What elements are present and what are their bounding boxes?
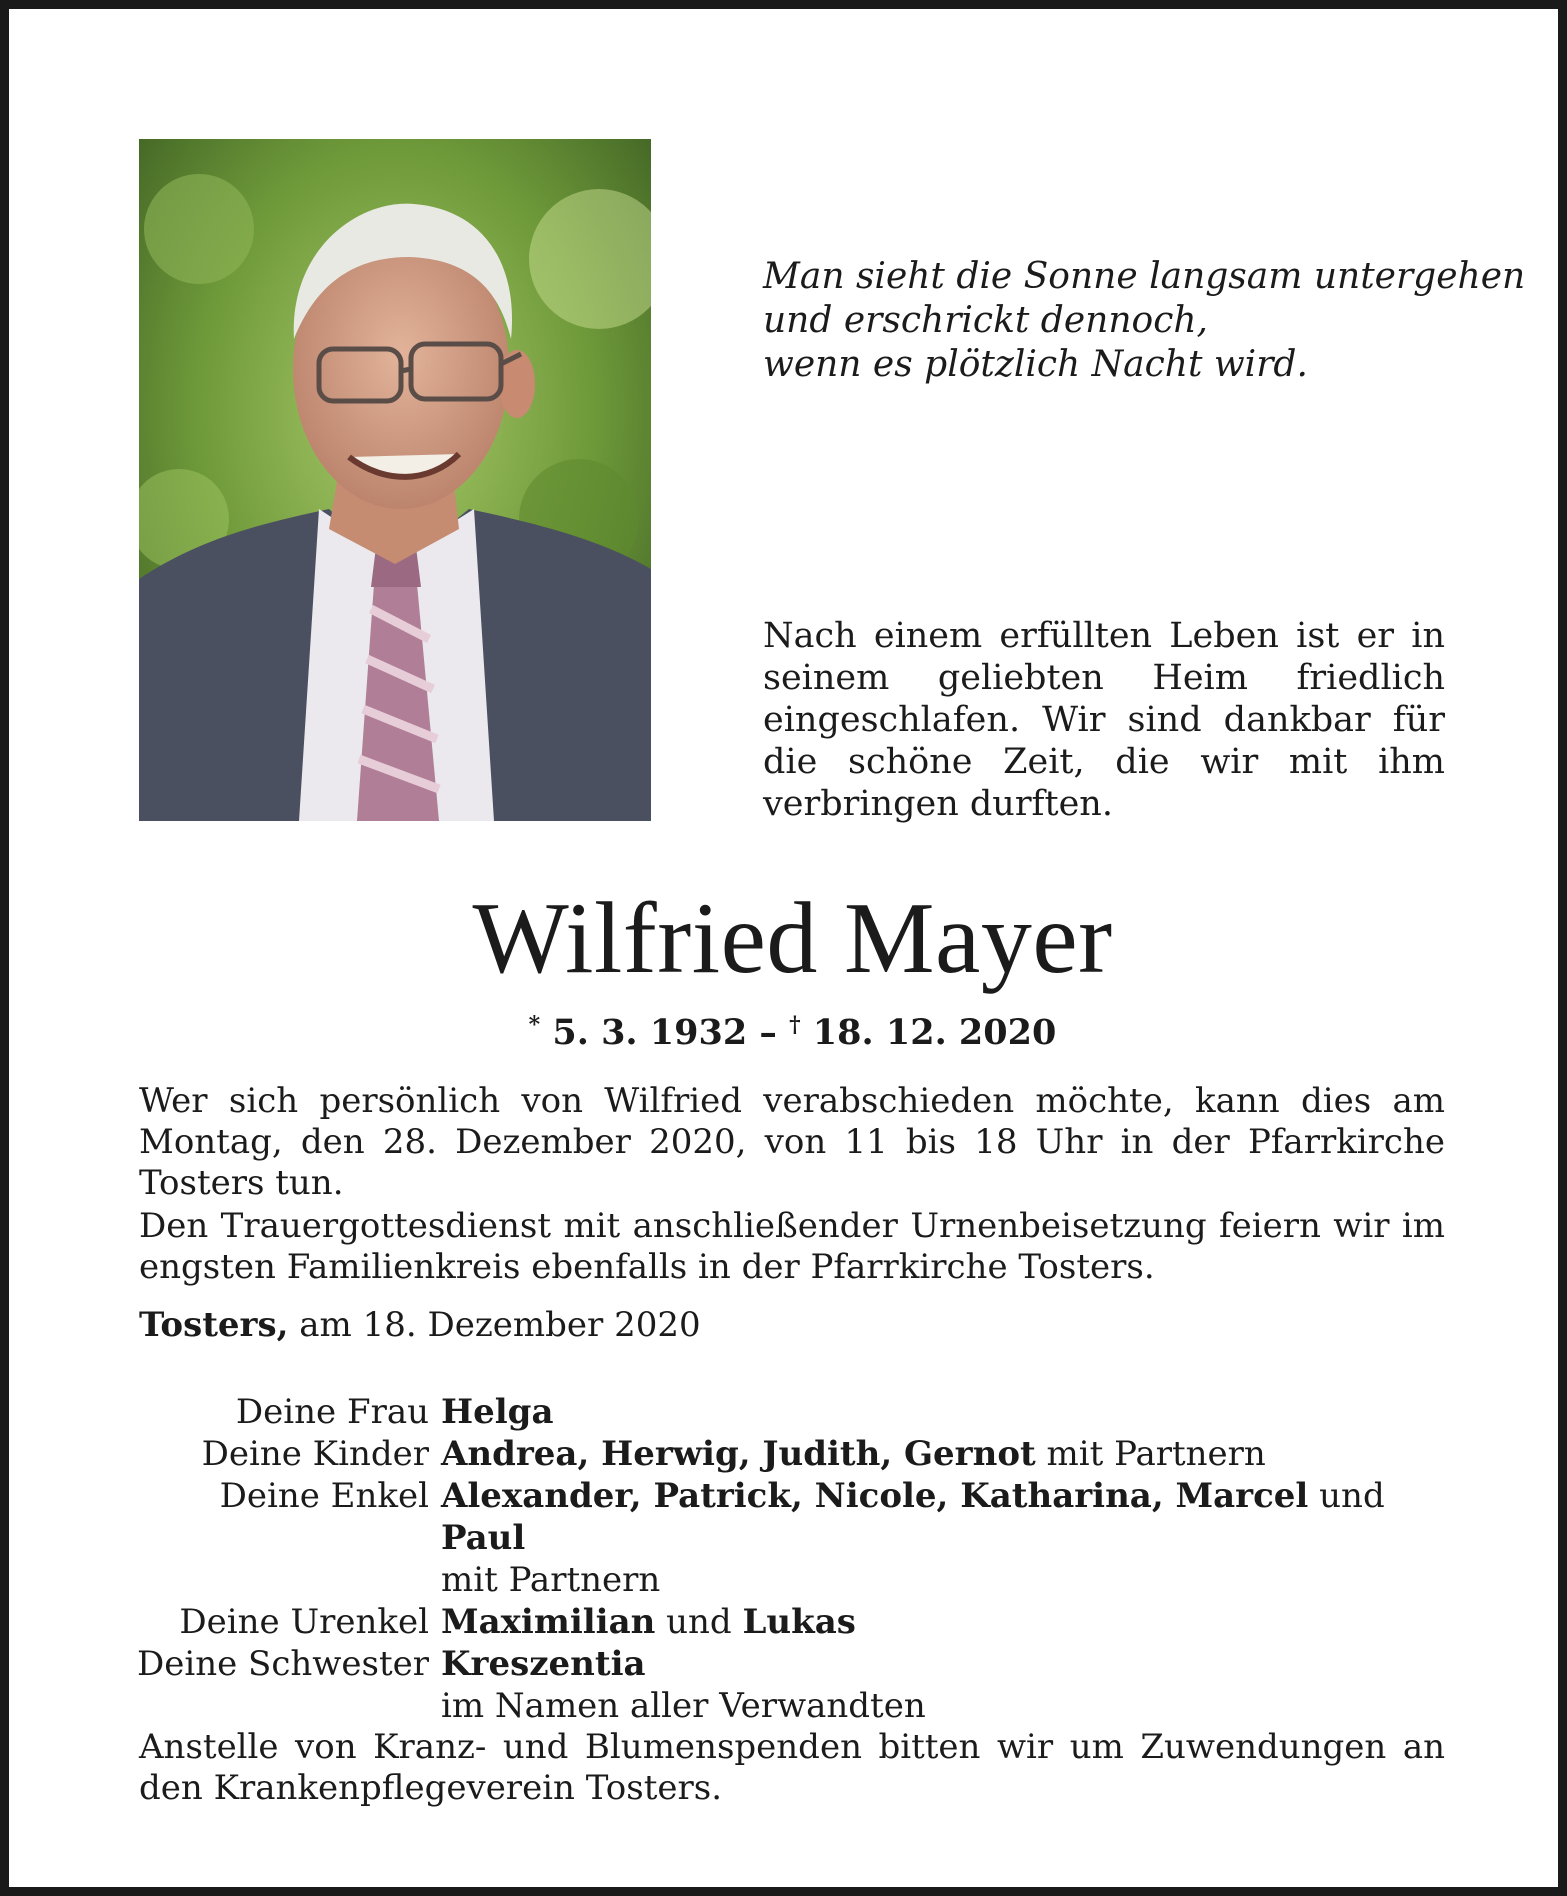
intro-paragraph: Nach einem erfüllten Leben ist er in seinem geliebten Heim friedlich eingeschlafen. Wir sind dankbar für die schöne Zeit, die wir mit ihm verbringen durften. [763, 616, 1445, 824]
family-name: Helga [441, 1392, 554, 1432]
announcement [139, 1081, 1445, 1288]
memorial-quote [763, 255, 1526, 387]
family-label: Deine Frau [235, 1392, 429, 1432]
family-name: Maximilian [441, 1602, 656, 1642]
family-suffix: mit Partnern [441, 1560, 661, 1600]
family-name: Kreszentia [441, 1644, 646, 1684]
family-name: Paul [441, 1518, 526, 1558]
portrait-illustration [139, 139, 651, 821]
deceased-name: Wilfried Mayer [472, 882, 1113, 995]
family-suffix: mit Partnern [1046, 1434, 1266, 1474]
portrait-photo [139, 139, 651, 821]
family-label: Deine Urenkel [179, 1602, 429, 1642]
donation-request: Anstelle von Kranz- und Blumenspenden bitten wir um Zuwendungen an den Krankenpflegeverein Tosters. [139, 1727, 1445, 1808]
service-paragraph: Den Trauergottesdienst mit anschließender Urnenbeisetzung feiern wir im engsten Familienkreis ebenfalls in der Pfarrkirche Tosters. [139, 1206, 1445, 1287]
family-name: Alexander, Patrick, Nicole, Katharina, Marcel [441, 1476, 1309, 1516]
birth-symbol: * [528, 1012, 541, 1038]
family-value [441, 1433, 1449, 1475]
family-label: Deine Kinder [201, 1434, 429, 1474]
family-row-wife [109, 1391, 1449, 1433]
family-conjunction: und [666, 1602, 732, 1642]
farewell-paragraph: Wer sich persönlich von Wilfried verabschieden möchte, kann dies am Montag, den 28. Dezember 2020, von 11 bis 18 Uhr in der Pfarrkirche Tosters tun. [139, 1081, 1445, 1203]
family-value [441, 1391, 1449, 1433]
date: am 18. Dezember 2020 [299, 1305, 701, 1345]
birth-date: 5. 3. 1932 [552, 1012, 748, 1053]
family-value [441, 1601, 1449, 1643]
death-date: 18. 12. 2020 [812, 1012, 1057, 1053]
quote-line: Man sieht die Sonne langsam untergehen [763, 256, 1526, 297]
family-label: Deine Enkel [219, 1476, 429, 1516]
family-row-great-grandchildren [109, 1601, 1449, 1643]
family-list [109, 1391, 1449, 1727]
family-row-children [109, 1433, 1449, 1475]
family-row-grandchildren [109, 1475, 1449, 1601]
life-dates [9, 1003, 1567, 1055]
date-separator: – [759, 1012, 777, 1053]
quote-line: wenn es plötzlich Nacht wird. [763, 344, 1308, 385]
family-value [441, 1643, 1449, 1727]
relatives-line: im Namen aller Verwandten [441, 1686, 926, 1726]
family-row-sister [109, 1643, 1449, 1727]
family-value [441, 1475, 1449, 1601]
family-name: Andrea, Herwig, Judith, Gernot [441, 1434, 1036, 1474]
death-symbol: † [789, 1012, 801, 1038]
family-label: Deine Schwester [136, 1644, 429, 1684]
place: Tosters, [139, 1305, 289, 1345]
place-date-line [139, 1305, 701, 1346]
family-conjunction: und [1319, 1476, 1385, 1516]
quote-line: und erschrickt dennoch, [763, 300, 1208, 341]
family-name: Lukas [742, 1602, 856, 1642]
